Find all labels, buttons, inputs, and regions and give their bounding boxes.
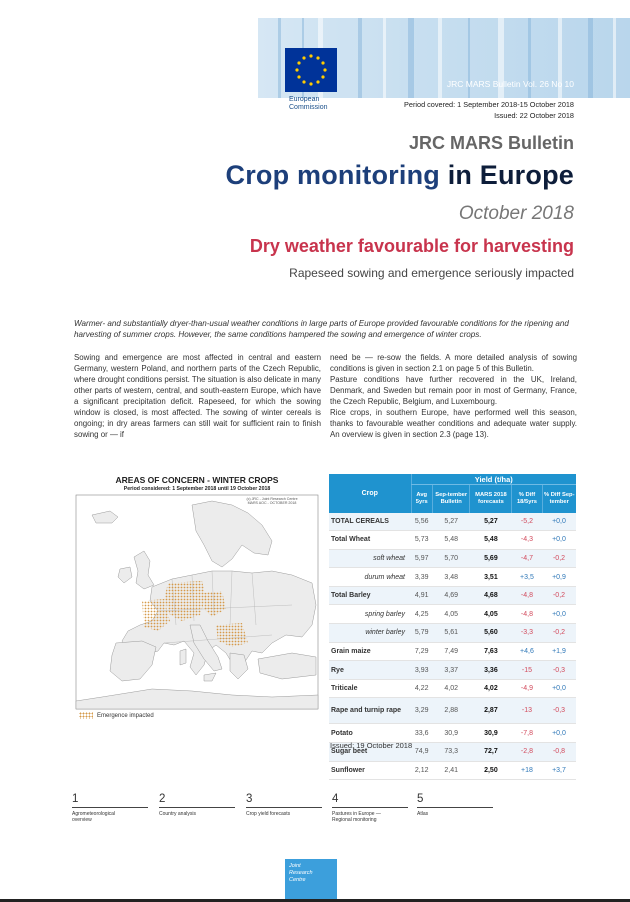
table-row: Rape and turnip rape 3,29 2,88 2,87 -13 -0,3 [329, 698, 576, 724]
eu-commission-label: European Commission [289, 96, 328, 111]
table-row: Potato 33,6 30,9 30,9 -7,8 +0,0 [329, 724, 576, 743]
month-title: October 2018 [458, 203, 574, 224]
nav-section-2[interactable]: 2 Country analysis [159, 793, 243, 817]
map-credit-1: (c) JRC - Joint Research Centre [246, 497, 298, 501]
impacted-swatch-icon [79, 712, 93, 719]
table-row: winter barley 5,79 5,61 5,60 -3,3 -0,2 [329, 624, 576, 643]
table-row: TOTAL CEREALS 5,56 5,27 5,27 -5,2 +0,0 [329, 513, 576, 531]
map-legend [79, 712, 154, 719]
map-subtitle: Period considered: 1 September 2018 until 19 October 2018 [123, 486, 271, 492]
map-credit-2: MARS AOC - OCTOBER 2018 [247, 501, 297, 505]
table-row: Total Barley 4,91 4,69 4,68 -4,8 -0,2 [329, 586, 576, 605]
body-paragraph: need be — re-sow the fields. A more detailed analysis of sowing conditions is given in section 2.1 on page 5 of this Bulletin. [330, 353, 577, 373]
intro-paragraph: Warmer- and substantially dryer-than-usual weather conditions in large parts of Europe provided favourable conditions for the ripening and harvesting of summer crops. However, the same conditions hampered the sowing and emergence of winter crops. [74, 319, 569, 339]
eu-flag-icon [285, 48, 337, 92]
col-header: Sep-tember Bulletin [432, 485, 470, 513]
table-row: Total Wheat 5,73 5,48 5,48 -4,3 +0,0 [329, 531, 576, 550]
nav-section-3[interactable]: 3 Crop yield forecasts [246, 793, 330, 817]
col-header: Avg 5yrs [411, 485, 432, 513]
table-row: soft wheat 5,97 5,70 5,69 -4,7 -0,2 [329, 549, 576, 568]
jrc-logo: Joint Research Centre [285, 859, 337, 902]
title-part-2: in Europe [447, 160, 574, 190]
nav-section-5[interactable]: 5 Atlas [417, 793, 501, 817]
page-title [226, 160, 574, 191]
col-header: % Diff Sep-tember [542, 485, 576, 513]
yield-table [329, 474, 576, 780]
headline: Dry weather favourable for harvesting [249, 236, 574, 256]
table-row: Sugar beet 74,9 73,3 72,7 -2,8 -0,8 [329, 743, 576, 762]
nav-section-1[interactable]: 1 Agrometeorological overview [72, 793, 156, 823]
body-column-1 [74, 352, 321, 440]
series-title: JRC MARS Bulletin [408, 133, 574, 153]
body-paragraph: Rice crops, in southern Europe, have performed well this season, thanks to favourable weather conditions and adequate water supply. An overview is given in section 2.3 (page 13). [330, 408, 577, 439]
period-covered: Period covered: 1 September 2018-15 October 2018 [404, 100, 574, 109]
col-header: % Diff 18/5yrs [512, 485, 542, 513]
crop-header: Crop [329, 474, 411, 513]
subheadline: Rapeseed sowing and emergence seriously impacted [289, 266, 574, 280]
table-row: Rye 3,93 3,37 3,36 -15 -0,3 [329, 661, 576, 680]
table-issued-date: Issued: 19 October 2018 [330, 741, 413, 750]
title-part-1: Crop monitoring [225, 160, 440, 190]
bulletin-volume: JRC MARS Bulletin Vol. 26 No 10 [446, 79, 574, 89]
body-paragraph: Pasture conditions have further recovered in the UK, Ireland, Denmark, and Sweden but remain poor in most of Germany, France, the Czech Republic, Belgium, and Luxembourg. [330, 375, 577, 406]
nav-section-4[interactable]: 4 Pastures in Europe — Regional monitoring [332, 793, 416, 823]
table-row: Grain maize 7,29 7,49 7,63 +4,6 +1,9 [329, 642, 576, 661]
europe-map [72, 475, 322, 713]
body-paragraph: Sowing and emergence are most affected in central and eastern Germany, western Poland, and northern parts of the Czech Republic, where drought conditions persist. The situation is also delicate in many other parts of western, central, and south-eastern Europe, which have a significant precipitation deficit. Rapeseed, for which the sowing window is closed, is most affected. The sowing of winter cereals is ongoing; in dry areas farmers can still wait for sufficient rain to finish sowing or — if [74, 353, 321, 439]
col-header: MARS 2018 forecasts [470, 485, 512, 513]
body-column-2 [330, 352, 577, 440]
table-row: spring barley 4,25 4,05 4,05 -4,8 +0,0 [329, 605, 576, 624]
map-title: AREAS OF CONCERN - WINTER CROPS [115, 475, 279, 485]
table-row: durum wheat 3,39 3,48 3,51 +3,5 +0,9 [329, 568, 576, 587]
issued-date: Issued: 22 October 2018 [494, 111, 574, 120]
table-row: Triticale 4,22 4,02 4,02 -4,9 +0,0 [329, 679, 576, 698]
table-row: Sunflower 2,12 2,41 2,50 +18 +3,7 [329, 761, 576, 780]
yield-header: Yield (t/ha) [411, 474, 576, 485]
legend-label: Emergence impacted [97, 713, 154, 720]
